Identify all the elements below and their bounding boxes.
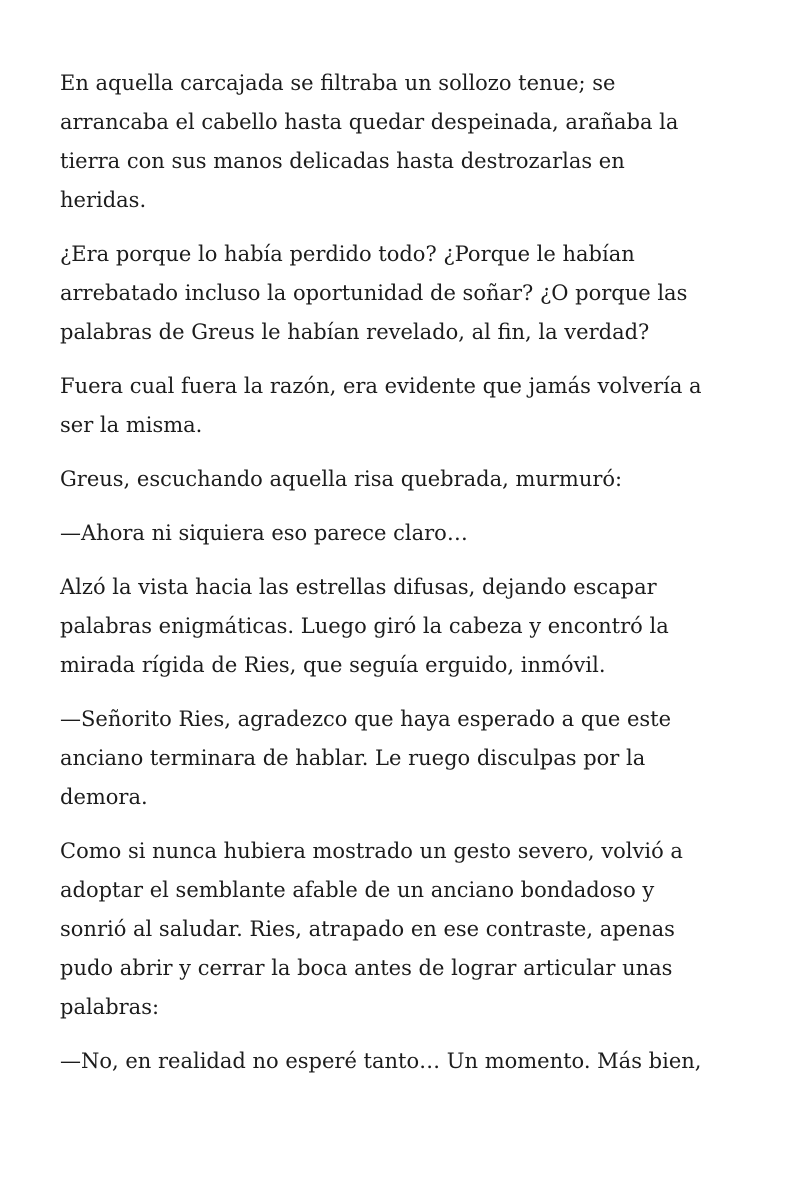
text-line: Alzó la vista hacia las estrellas difusas, dejando escapar	[60, 575, 657, 599]
text-line: En aquella carcajada se filtraba un sollozo tenue; se	[60, 71, 616, 95]
paragraph-9	[60, 1042, 750, 1081]
paragraph-4	[60, 460, 750, 499]
text-line: ¿Era porque lo había perdido todo? ¿Porque le habían	[60, 242, 635, 266]
text-line: Como si nunca hubiera mostrado un gesto severo, volvió a	[60, 839, 683, 863]
text-line: palabras de Greus le habían revelado, al fin, la verdad?	[60, 320, 650, 344]
paragraph-3	[60, 367, 750, 445]
paragraph-7	[60, 700, 750, 817]
paragraph-2	[60, 235, 750, 352]
paragraph-6	[60, 568, 750, 685]
text-line: arrebatado incluso la oportunidad de soñar? ¿O porque las	[60, 281, 688, 305]
text-line: mirada rígida de Ries, que seguía erguido, inmóvil.	[60, 653, 606, 677]
text-line: arrancaba el cabello hasta quedar despeinada, arañaba la	[60, 110, 679, 134]
text-line: palabras enigmáticas. Luego giró la cabeza y encontró la	[60, 614, 669, 638]
text-line: tierra con sus manos delicadas hasta destrozarlas en	[60, 149, 625, 173]
text-line: ser la misma.	[60, 413, 203, 437]
text-line: Greus, escuchando aquella risa quebrada, murmuró:	[60, 467, 623, 491]
paragraph-5	[60, 514, 750, 553]
text-line: pudo abrir y cerrar la boca antes de lograr articular unas	[60, 956, 673, 980]
paragraph-1	[60, 64, 750, 220]
text-line: Fuera cual fuera la razón, era evidente que jamás volvería a	[60, 374, 702, 398]
text-line: heridas.	[60, 188, 147, 212]
text-line: adoptar el semblante afable de un anciano bondadoso y	[60, 878, 655, 902]
text-line: —Señorito Ries, agradezco que haya esperado a que este	[60, 707, 672, 731]
text-line: anciano terminara de hablar. Le ruego disculpas por la	[60, 746, 646, 770]
reading-page	[60, 64, 750, 1096]
text-line: sonrió al saludar. Ries, atrapado en ese contraste, apenas	[60, 917, 675, 941]
text-line: palabras:	[60, 995, 160, 1019]
text-line: —No, en realidad no esperé tanto… Un momento. Más bien,	[60, 1049, 702, 1073]
text-line: —Ahora ni siquiera eso parece claro…	[60, 521, 468, 545]
text-line: demora.	[60, 785, 148, 809]
paragraph-8	[60, 832, 750, 1027]
